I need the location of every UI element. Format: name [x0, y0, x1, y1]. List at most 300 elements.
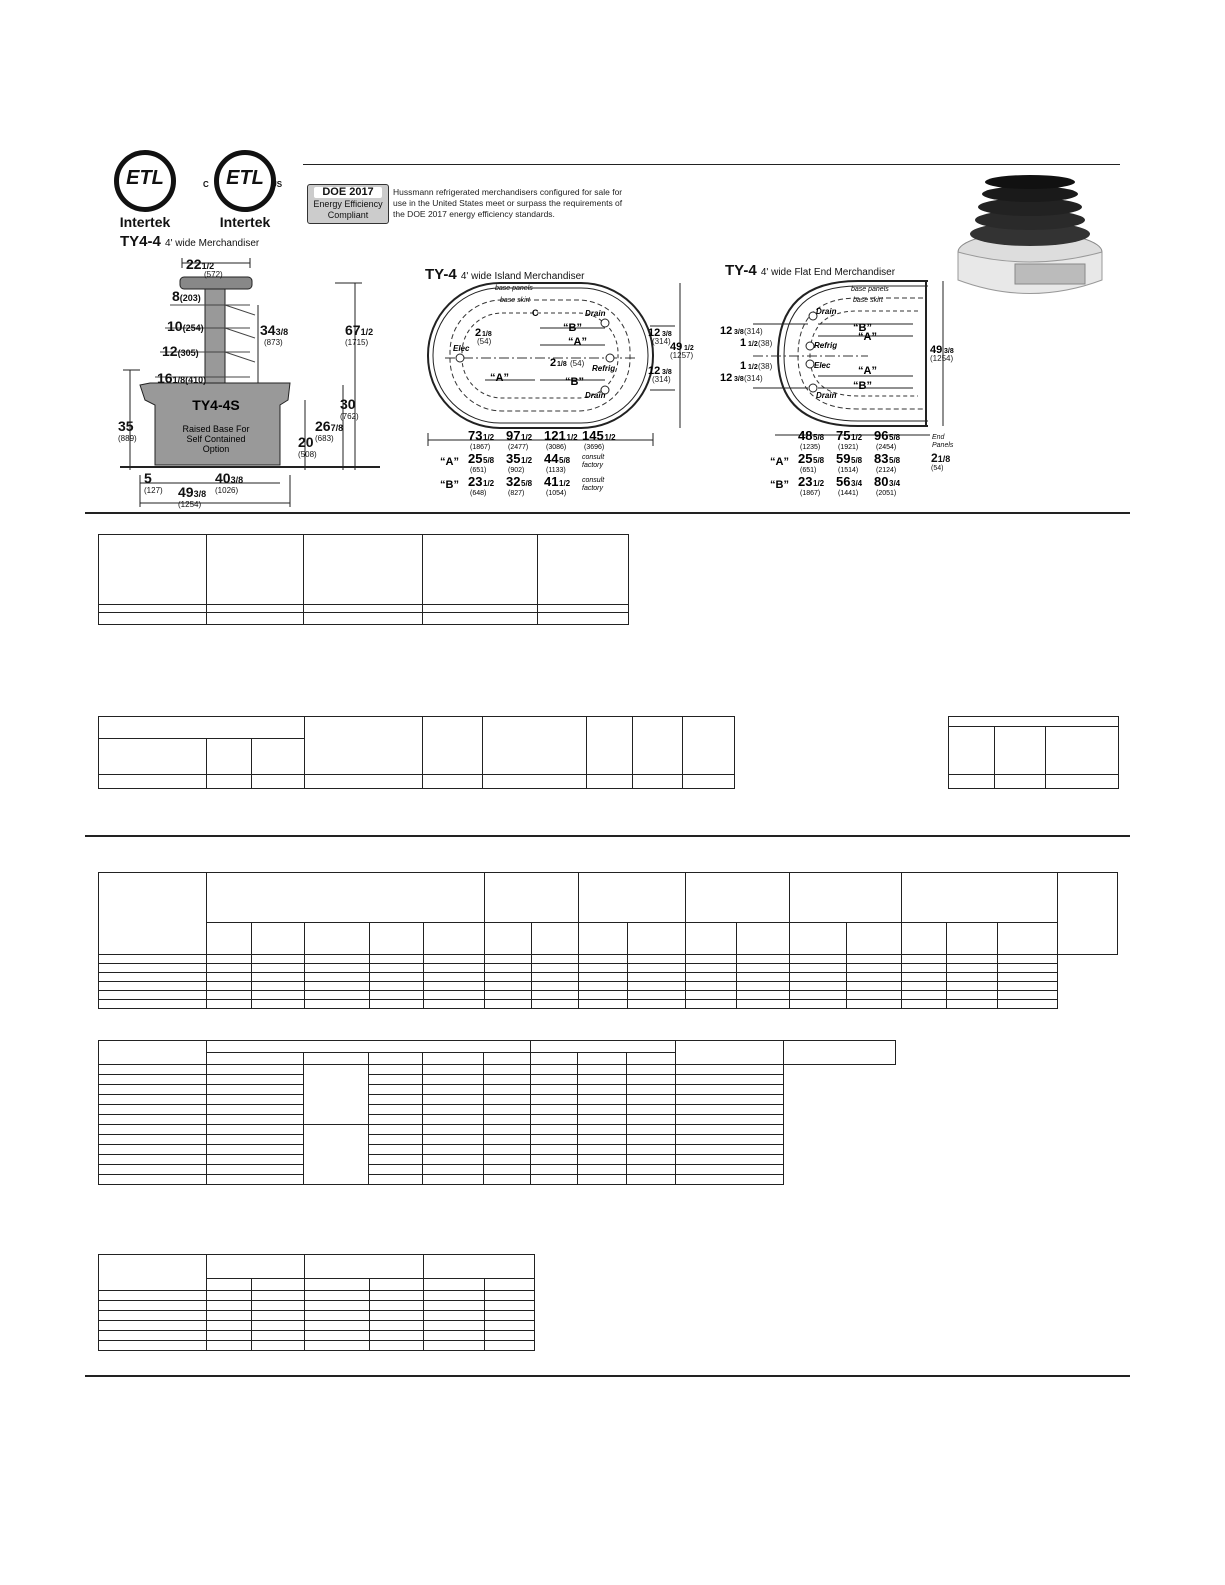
table-cell	[676, 1145, 784, 1155]
table-cell	[531, 1095, 578, 1105]
table-cell	[579, 991, 628, 1000]
row-b-value: 41	[544, 474, 559, 489]
table-row	[99, 1291, 535, 1301]
table-cell	[998, 991, 1058, 1000]
drawing2-plan	[420, 278, 705, 450]
dim-end-panels	[931, 451, 950, 472]
dim-value: 1	[740, 360, 747, 372]
table-cell	[627, 1085, 676, 1095]
row-a-mm: (2124)	[876, 467, 897, 474]
dim-value: 20	[298, 434, 314, 450]
table-cell	[579, 964, 628, 973]
table-cell	[424, 991, 485, 1000]
table-cell	[369, 1065, 423, 1075]
table-cell	[676, 1175, 784, 1185]
row-b-mm: (1441)	[838, 490, 859, 497]
table-cell	[207, 1075, 304, 1085]
table-cell	[578, 1165, 627, 1175]
dim-value: 2	[550, 357, 557, 369]
table-cell	[686, 991, 737, 1000]
dim-value: 26	[315, 418, 331, 434]
table-cell	[485, 1341, 535, 1351]
section-divider	[85, 512, 1130, 514]
table-cell	[737, 923, 790, 955]
table-cell	[578, 1135, 627, 1145]
table-cell	[99, 1155, 207, 1165]
table-cell	[424, 1341, 485, 1351]
table-cell	[484, 1085, 531, 1095]
table-cell	[686, 973, 737, 982]
table-row	[99, 1311, 535, 1321]
table-cell	[998, 973, 1058, 982]
table-cell	[369, 1145, 423, 1155]
length-value: 145	[582, 428, 604, 443]
table-cell	[947, 973, 998, 982]
dim-mm: (38)	[758, 362, 773, 371]
table-cell	[424, 1321, 485, 1331]
table-cell	[627, 1105, 676, 1115]
table-cell	[676, 1135, 784, 1145]
drawing3-model: TY-4	[725, 262, 757, 279]
table-cell	[578, 1115, 627, 1125]
table-cell	[207, 1095, 304, 1105]
table-row	[99, 1085, 896, 1095]
dim-mm: (572)	[204, 270, 223, 279]
table-cell	[99, 973, 207, 982]
label-b: “B”	[565, 376, 584, 388]
dim-frac: 3/8	[193, 489, 207, 499]
table-cell	[902, 873, 1058, 923]
table-cell	[579, 982, 628, 991]
doe-badge	[307, 184, 389, 224]
table-cell	[485, 1291, 535, 1301]
logo-suffix: US	[271, 180, 283, 189]
dim-value: 22	[186, 256, 202, 272]
label-base-panels: base panels	[851, 286, 889, 293]
label-base-skirt: base skirt	[853, 297, 883, 304]
table-cell	[627, 1165, 676, 1175]
base-note-line: Option	[202, 444, 230, 454]
table-cell	[207, 1053, 304, 1065]
dim-mm: (873)	[264, 338, 283, 347]
table-cell	[627, 1115, 676, 1125]
row-a-value: 59	[836, 451, 851, 466]
dim-value: 16	[157, 370, 173, 386]
table-cell	[628, 1000, 686, 1009]
table-cell	[305, 991, 370, 1000]
row-a-mm: (651)	[470, 467, 487, 474]
table-row	[99, 1341, 535, 1351]
table-cell	[305, 1279, 370, 1291]
dim-frac: 1/8	[172, 375, 186, 385]
table-cell	[423, 1125, 484, 1135]
table-cell	[252, 1000, 305, 1009]
table-cell	[531, 1165, 578, 1175]
row-a-value: 25	[468, 451, 483, 466]
product-photo	[945, 172, 1115, 307]
dim-value: 49	[930, 344, 943, 356]
dim-10	[167, 318, 204, 334]
table-cell	[99, 991, 207, 1000]
table-4	[98, 872, 1118, 1009]
row-b-frac: 1/2	[483, 479, 495, 488]
row-b-frac: 5/8	[521, 479, 533, 488]
row-a: consult	[582, 454, 605, 461]
table-cell	[676, 1155, 784, 1165]
table-row	[99, 973, 1118, 982]
table-cell	[531, 1105, 578, 1115]
label-drain: Drain	[816, 307, 837, 316]
row-b-mm: (827)	[508, 490, 525, 497]
row-b-frac: 3/4	[889, 479, 901, 488]
dim-40	[215, 470, 243, 495]
dim-mm: (1715)	[345, 338, 369, 347]
table-cell	[947, 982, 998, 991]
table-cell	[532, 1000, 579, 1009]
length-value: 73	[468, 428, 483, 443]
table-cell	[532, 964, 579, 973]
table-cell	[99, 1165, 207, 1175]
label-a: “A”	[858, 331, 877, 343]
dim-frac: 3/8	[662, 369, 672, 376]
table-cell	[252, 964, 305, 973]
table-cell	[423, 1115, 484, 1125]
table-cell	[790, 955, 847, 964]
table-cell	[99, 955, 207, 964]
row-a-mm: (1514)	[838, 467, 859, 474]
label-drain: Drain	[585, 309, 606, 318]
table-row	[99, 1000, 1118, 1009]
length-value: 75	[836, 428, 851, 443]
etl-icon: ETL	[114, 150, 176, 212]
dim-26	[315, 418, 343, 443]
table-cell	[485, 955, 532, 964]
table-cell	[207, 1125, 304, 1135]
table-cell	[737, 1000, 790, 1009]
dim-frac: 3/8	[734, 376, 744, 383]
dim-49	[178, 484, 206, 509]
table-cell	[252, 982, 305, 991]
table-cell	[305, 1341, 370, 1351]
dim-value: 12	[648, 327, 661, 339]
table-cell	[531, 1041, 676, 1053]
length-frac: 1/2	[483, 433, 495, 442]
table-cell	[578, 1085, 627, 1095]
table-cell	[484, 1135, 531, 1145]
length-mm: (1921)	[838, 444, 859, 451]
length-frac: 1/2	[566, 433, 578, 442]
table-cell	[305, 1331, 370, 1341]
dim-mm: (314)	[744, 327, 763, 336]
table-cell	[207, 923, 252, 955]
table-cell	[627, 1053, 676, 1065]
table-cell	[207, 1255, 305, 1279]
table-cell	[676, 1125, 784, 1135]
row-a-label: “A”	[770, 456, 789, 468]
base-note-line: Raised Base For	[182, 424, 250, 434]
row-a-value: 83	[874, 451, 889, 466]
base-note-line: Self Contained	[186, 434, 246, 444]
table-cell	[531, 1125, 578, 1135]
table-2	[98, 716, 735, 789]
table-cell	[686, 982, 737, 991]
c-etl-us-logo	[205, 150, 285, 230]
table-cell	[485, 923, 532, 955]
table-cell	[790, 873, 902, 923]
dim-mm: (1254)	[178, 500, 202, 509]
length-mm: (2477)	[508, 444, 529, 451]
dim-mm: (1254)	[930, 354, 954, 363]
row-b-frac: 3/4	[851, 479, 863, 488]
dim-20	[298, 434, 317, 459]
table-cell	[676, 1115, 784, 1125]
table-cell	[99, 982, 207, 991]
table-cell	[99, 1135, 207, 1145]
table-cell	[532, 982, 579, 991]
row-a-value: 25	[798, 451, 813, 466]
table-cell	[370, 964, 424, 973]
table-cell	[579, 955, 628, 964]
table-cell	[207, 1341, 252, 1351]
length-frac: 1/2	[521, 433, 533, 442]
dim-value: 12	[162, 343, 178, 359]
row-b-value: 80	[874, 474, 889, 489]
row-b-value: 32	[506, 474, 521, 489]
row-a-mm: (651)	[800, 467, 817, 474]
table-cell	[531, 1145, 578, 1155]
dim-frac: 3/8	[230, 475, 244, 485]
logo-name: Intertek	[219, 214, 271, 230]
dim-value: 8	[172, 288, 180, 304]
dim-8	[172, 288, 201, 304]
logo-name: Intertek	[119, 214, 171, 230]
table-cell	[305, 1000, 370, 1009]
table-cell	[484, 1065, 531, 1075]
table-cell	[578, 1125, 627, 1135]
table-cell	[424, 1331, 485, 1341]
table-cell	[305, 923, 370, 955]
table-cell	[252, 955, 305, 964]
table-cell	[531, 1065, 578, 1075]
table-cell	[424, 982, 485, 991]
drawing3-plan	[718, 276, 963, 431]
table-cell	[252, 1291, 305, 1301]
label-b: “B”	[563, 322, 582, 334]
table-cell	[531, 1053, 578, 1065]
table-row	[99, 1145, 896, 1155]
table-cell	[99, 1341, 207, 1351]
length-frac: 1/2	[604, 433, 616, 442]
table-row	[99, 991, 1118, 1000]
dim-mm: (314)	[652, 375, 671, 384]
dim-mm: (127)	[144, 486, 163, 495]
table-cell	[737, 991, 790, 1000]
table-cell	[370, 1000, 424, 1009]
table-row	[99, 1321, 535, 1331]
table-cell	[579, 1000, 628, 1009]
table-cell	[676, 1105, 784, 1115]
table-cell	[423, 1145, 484, 1155]
table-cell	[578, 1053, 627, 1065]
table-row	[99, 964, 1118, 973]
table-cell	[370, 973, 424, 982]
table-cell	[424, 964, 485, 973]
dim-top-width	[186, 256, 223, 279]
table-cell	[627, 1075, 676, 1085]
section-divider	[85, 1375, 1130, 1377]
table-cell	[532, 973, 579, 982]
doe-badge-line: Energy Efficiency	[313, 199, 383, 209]
table-cell	[369, 1115, 423, 1125]
drawing1-model: TY4-4	[120, 233, 161, 250]
table-cell	[423, 1165, 484, 1175]
table-cell	[305, 1291, 370, 1301]
dim-frac: 7/8	[330, 423, 344, 433]
drawing1-model-label: TY4-4S	[192, 397, 240, 413]
table-cell	[628, 982, 686, 991]
table-cell	[578, 1155, 627, 1165]
label-drain: Drain	[816, 391, 837, 400]
label-refrig: Refrig	[592, 364, 616, 373]
table-cell	[947, 1000, 998, 1009]
dim-mm: (1026)	[215, 486, 239, 495]
table-cell	[305, 1311, 370, 1321]
table-cell	[369, 1135, 423, 1145]
table-cell	[484, 1095, 531, 1105]
dim-16	[157, 370, 206, 386]
table-cell	[790, 964, 847, 973]
table-cell	[485, 964, 532, 973]
table-cell	[370, 1331, 424, 1341]
row-a-frac: 5/8	[483, 456, 495, 465]
table-cell	[847, 982, 902, 991]
row-a: factory	[582, 462, 604, 469]
table-cell	[370, 1301, 424, 1311]
table-cell	[902, 991, 947, 1000]
row-a-frac: 5/8	[559, 456, 571, 465]
dim-34	[260, 322, 288, 347]
table-cell	[847, 991, 902, 1000]
table-cell	[369, 1085, 423, 1095]
table-cell	[99, 1105, 207, 1115]
table-cell	[998, 964, 1058, 973]
dim-mm: (683)	[315, 434, 334, 443]
label-base-panels: base panels	[495, 285, 533, 292]
row-b-label: “B”	[440, 479, 459, 491]
row-b: consult	[582, 477, 605, 484]
table-cell	[531, 1135, 578, 1145]
table-row	[99, 1331, 535, 1341]
label-a: “A”	[490, 372, 509, 384]
drawing2-length-table	[440, 428, 660, 498]
dim-value: 49	[670, 341, 683, 353]
table-row	[99, 1125, 896, 1135]
table-row	[99, 873, 1118, 923]
table-cell	[370, 1291, 424, 1301]
row-a-label: “A”	[440, 456, 459, 468]
table-cell	[99, 1291, 207, 1301]
logo-prefix: C	[203, 180, 209, 189]
dim-mm: (54)	[477, 337, 492, 346]
table-cell	[484, 1053, 531, 1065]
table-cell	[252, 1311, 305, 1321]
section-divider	[85, 835, 1130, 837]
table-cell	[579, 873, 686, 923]
table-cell	[998, 1000, 1058, 1009]
table-cell	[207, 1085, 304, 1095]
table-cell	[370, 991, 424, 1000]
table-cell	[207, 1115, 304, 1125]
dim-value: 5	[144, 470, 152, 486]
dim-value: 49	[178, 484, 194, 500]
length-frac: 1/2	[851, 433, 863, 442]
doe-badge-title: DOE 2017	[314, 187, 382, 198]
dim-value: 12	[648, 365, 661, 377]
row-a-mm: (1133)	[546, 467, 566, 474]
table-cell	[484, 1115, 531, 1125]
table-cell	[424, 1279, 485, 1291]
table-cell	[207, 1155, 304, 1165]
table-cell	[252, 923, 305, 955]
dim-frac: 3/8	[734, 329, 744, 336]
label-a: “A”	[568, 336, 587, 348]
table-cell	[847, 923, 902, 955]
table-row	[99, 1155, 896, 1165]
table-cell	[686, 955, 737, 964]
table-cell	[370, 923, 424, 955]
table-cell	[627, 1135, 676, 1145]
label-elec: Elec	[814, 361, 831, 370]
table-cell	[207, 964, 252, 973]
drawing1-subtitle: 4' wide Merchandiser	[165, 238, 260, 249]
table-cell	[207, 1135, 304, 1145]
dim-value: 2	[475, 327, 482, 339]
drawing3-subtitle: 4' wide Flat End Merchandiser	[760, 267, 896, 278]
drawing2-subtitle: 4' wide Island Merchandiser	[460, 271, 585, 282]
table-cell	[207, 1291, 252, 1301]
table-cell	[252, 1279, 305, 1291]
table-cell	[676, 1085, 784, 1095]
table-cell	[578, 1075, 627, 1085]
table-cell	[424, 955, 485, 964]
row-b-frac: 1/2	[559, 479, 571, 488]
label-refrig: Refrig	[814, 341, 838, 350]
dim-frac: 1/2	[684, 345, 694, 352]
table-cell	[902, 982, 947, 991]
dim-frac: 1/8	[937, 454, 951, 464]
table-cell	[579, 923, 628, 955]
etl-listed-logo	[110, 150, 180, 230]
table-cell	[99, 1301, 207, 1311]
dim-frac: 3/8	[662, 331, 672, 338]
table-cell	[252, 991, 305, 1000]
table-cell	[99, 964, 207, 973]
dim-mm: (305)	[177, 348, 199, 358]
dim-mm: (1257)	[670, 351, 694, 360]
table-cell	[99, 1331, 207, 1341]
table-cell	[424, 1255, 535, 1279]
table-cell	[484, 1145, 531, 1155]
row-a-value: 44	[544, 451, 559, 466]
table-cell	[424, 923, 485, 955]
table-cell	[207, 982, 252, 991]
dim-value: 67	[345, 322, 361, 338]
table-cell	[370, 1341, 424, 1351]
table-cell	[305, 982, 370, 991]
row-b-label: “B”	[770, 479, 789, 491]
drawing2-model: TY-4	[425, 266, 457, 283]
table-cell	[424, 1311, 485, 1321]
